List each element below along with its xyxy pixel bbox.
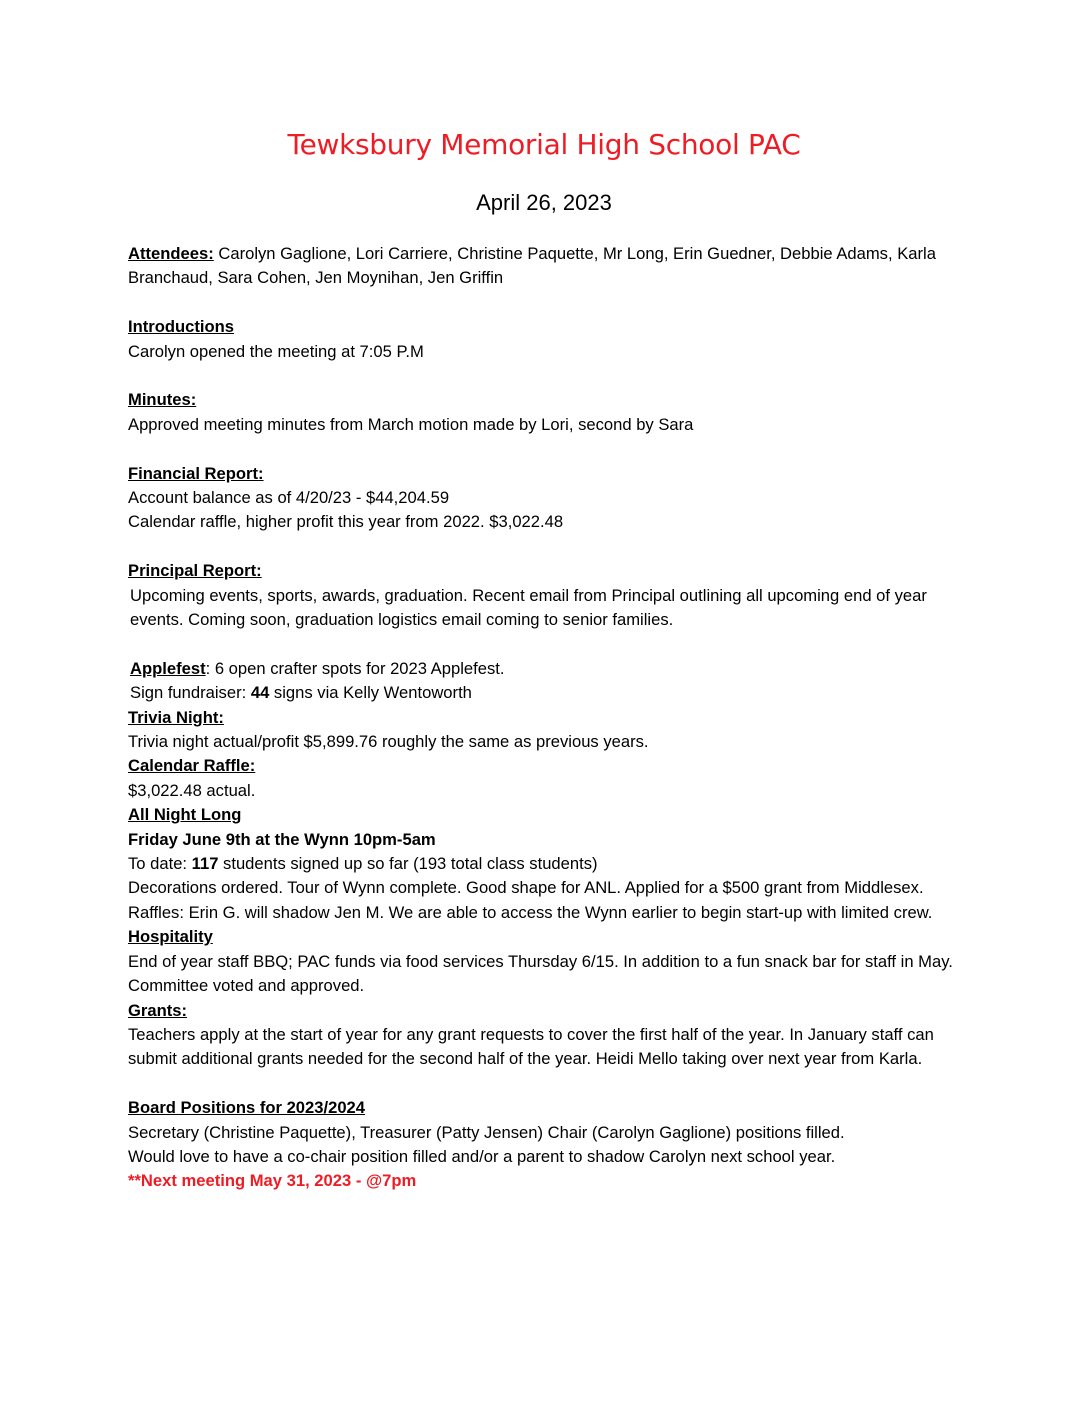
calendar-raffle-heading: Calendar Raffle: (128, 756, 256, 776)
hospitality-heading: Hospitality (128, 927, 213, 947)
introductions-text: Carolyn opened the meeting at 7:05 P.M (128, 341, 424, 361)
board-cochair: Would love to have a co-chair position filled and/or a parent to shadow Carolyn next school year. (128, 1146, 836, 1166)
document-title: Tewksbury Memorial High School PAC (287, 128, 801, 161)
board-heading: Board Positions for 2023/2024 (128, 1098, 366, 1118)
minutes-text: Approved meeting minutes from March motion made by Lori, second by Sara (128, 414, 694, 434)
grants-heading: Grants: (128, 1000, 188, 1020)
trivia-text: Trivia night actual/profit $5,899.76 roughly the same as previous years. (128, 732, 649, 752)
next-meeting: **Next meeting May 31, 2023 - @7pm (128, 1171, 417, 1191)
board-filled: Secretary (Christine Paquette), Treasurer (Patty Jensen) Chair (Carolyn Gaglione) positions filled. (128, 1122, 845, 1142)
applefest-text: : 6 open crafter spots for 2023 Applefest. (205, 658, 505, 678)
hospitality-text: End of year staff BBQ; PAC funds via food services Thursday 6/15. In addition to a fun snack bar for staff in May. Committee voted and approved. (128, 951, 953, 996)
attendees-paragraph (128, 242, 978, 291)
applefest-paragraph (128, 657, 978, 681)
all-night-long-subheading: Friday June 9th at the Wynn 10pm-5am (128, 829, 436, 849)
minutes-heading: Minutes: (128, 390, 197, 410)
all-night-long-text: Decorations ordered. Tour of Wynn complete. Good shape for ANL. Applied for a $500 grant from Middlesex. Raffles: Erin G. will shadow Jen M. We are able to access the Wynn earlier to begin start-up with limited crew. (128, 878, 933, 922)
sign-fundraiser-label: Sign fundraiser: (130, 683, 251, 703)
sign-fundraiser-text: signs via Kelly Wentoworth (269, 683, 472, 703)
grants-text: Teachers apply at the start of year for any grant requests to cover the first half of the year. In January staff can submit additional grants needed for the second half of the year. Heidi Mello taking over next year from Karla. (128, 1024, 934, 1069)
all-night-long-heading: All Night Long (128, 805, 242, 825)
sign-fundraiser (128, 681, 978, 705)
principal-text: Upcoming events, sports, awards, graduation. Recent email from Principal outlining all upcoming end of year events. Coming soon, graduation logistics email coming to senior families. (130, 585, 927, 630)
financial-raffle: Calendar raffle, higher profit this year from 2022. $3,022.48 (128, 512, 564, 532)
signup-count: 117 (191, 854, 219, 874)
signup-label: To date: (128, 854, 192, 874)
attendees-label: Attendees: (128, 244, 214, 263)
applefest-heading: Applefest (130, 658, 206, 678)
principal-heading: Principal Report: (128, 561, 262, 581)
introductions-heading: Introductions (128, 317, 235, 337)
sign-count: 44 (250, 683, 270, 703)
financial-heading: Financial Report: (128, 463, 264, 483)
trivia-heading: Trivia Night: (128, 707, 224, 727)
signup-paragraph (128, 852, 978, 876)
attendees-list: Carolyn Gaglione, Lori Carriere, Christine Paquette, Mr Long, Erin Guedner, Debbie Adams, Karla Branchaud, Sara Cohen, Jen Moynihan, Jen Griffin (128, 244, 936, 288)
meeting-date: April 26, 2023 (476, 190, 612, 215)
calendar-raffle-text: $3,022.48 actual. (128, 780, 256, 800)
signup-text: students signed up so far (193 total class students) (218, 854, 598, 874)
minutes-body (128, 242, 978, 1194)
financial-balance: Account balance as of 4/20/23 - $44,204.59 (128, 488, 450, 508)
